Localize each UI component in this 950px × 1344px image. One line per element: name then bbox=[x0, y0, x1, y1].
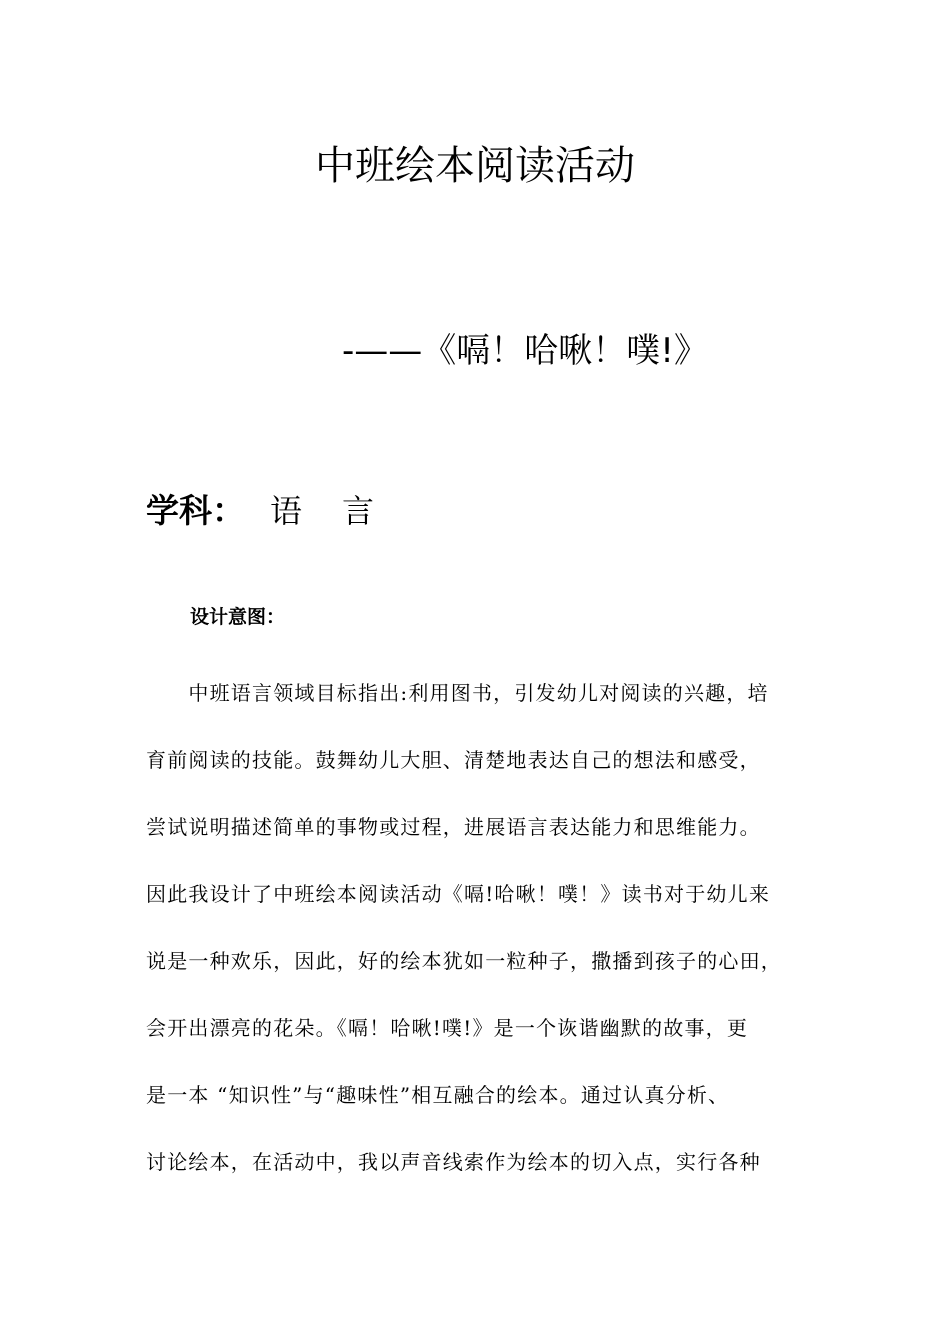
design-intent-paragraph bbox=[146, 660, 806, 1196]
paragraph-line: 中班语言领域目标指出:利用图书，引发幼儿对阅读的兴趣，培 bbox=[146, 681, 769, 705]
paragraph-line: 会开出漂亮的花朵。《嗝！哈啾!噗!》是一个诙谐幽默的故事，更 bbox=[146, 1016, 749, 1040]
paragraph-line: 尝试说明描述简单的事物或过程，进展语言表达能力和思维能力。 bbox=[146, 815, 761, 839]
paragraph-line: 育前阅读的技能。鼓舞幼儿大胆、清楚地表达自己的想法和感受， bbox=[146, 748, 761, 772]
paragraph-line: 是一本 “知识性”与“趣味性”相互融合的绘本。通过认真分析、 bbox=[146, 1083, 730, 1107]
paragraph-line: 说是一种欢乐，因此，好的绘本犹如一粒种子，撒播到孩子的心田， bbox=[146, 949, 782, 973]
paragraph-line: 讨论绘本，在活动中，我以声音线索作为绘本的切入点，实行各种 bbox=[146, 1150, 761, 1174]
design-intent-heading: 设计意图： bbox=[190, 606, 286, 628]
document-title: 中班绘本阅读活动 bbox=[315, 143, 635, 189]
subject-value: 语言 bbox=[270, 492, 415, 530]
subject-label: 学科： bbox=[146, 491, 245, 530]
document-subtitle: -——《嗝！哈啾！噗!》 bbox=[342, 331, 708, 371]
subject-line bbox=[146, 488, 414, 541]
paragraph-line: 因此我设计了中班绘本阅读活动《嗝!哈啾！噗！》读书对于幼儿来 bbox=[146, 882, 771, 906]
